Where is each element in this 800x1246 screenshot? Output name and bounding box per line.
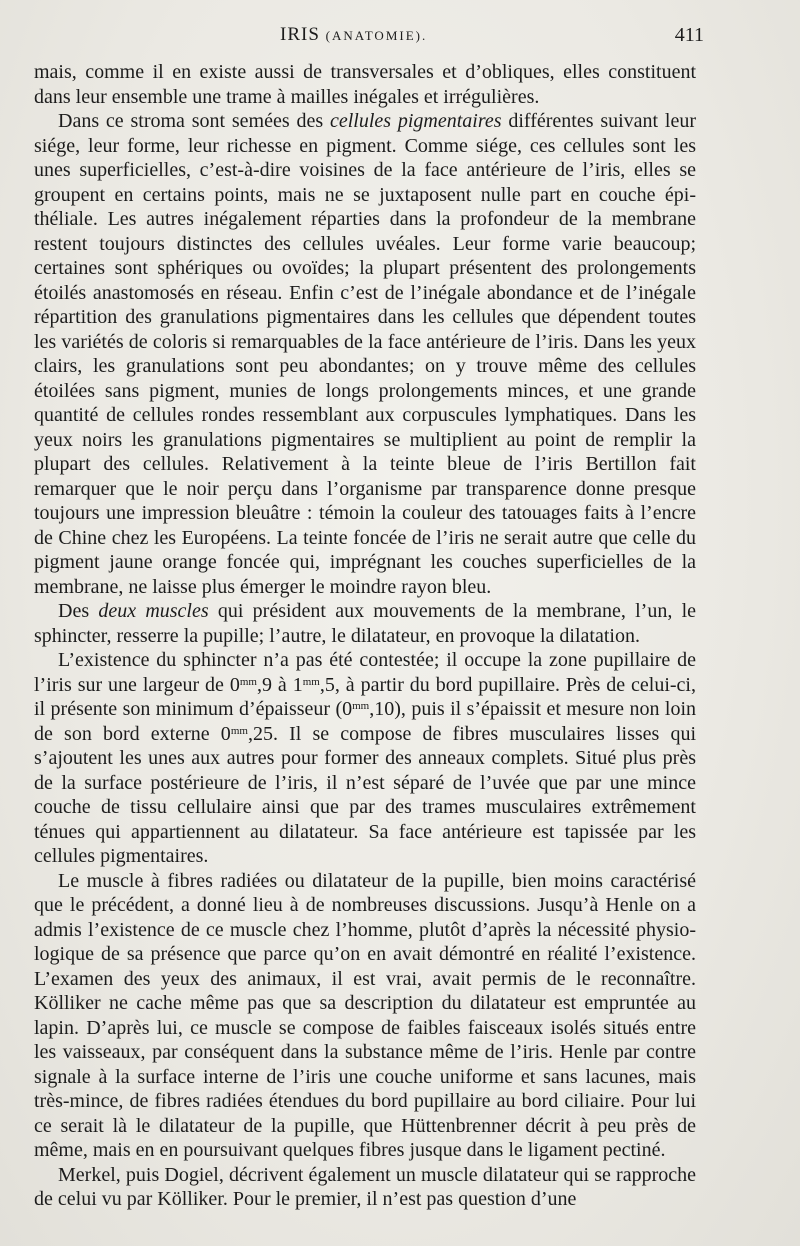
unit-superscript: mm xyxy=(352,700,370,712)
unit-superscript: mm xyxy=(302,675,320,688)
running-header xyxy=(30,20,704,50)
paragraph-dilatateur: Le muscle à fibres radiées ou dilatateur de la pupille, bien moins caractérisé que le précédent, a donné lieu à de nombreuses discussions. Jusqu’à Henle on a admis l’existence de ce muscle chez l’homme, plutôt d’après la nécessité physiologique de sa présence que parce qu’on en avait démontré en réalité l’existence. L’examen des yeux des animaux, il est vrai, avait permis de le reconnaître. Kölliker ne cache même pas que sa description du dilatateur est empruntée au lapin. D’après lui, ce muscle se compose de faibles faisceaux isolés situés entre les vaisseaux, par conséquent dans la substance même de l’iris. Henle par contre signale à la surface interne de l’iris une couche uniforme et sans lacunes, mais très-mince, de fibres radiées étendues du bord pupillaire au bord ciliaire. Pour lui ce serait là le dilatateur de la pupille, que Hüttenbrenner décrit à peu près de même, mais en en poursuivant quelques fibres jusque dans le ligament pectiné. xyxy=(34,869,696,1161)
title-main: IRIS xyxy=(280,24,320,45)
italic-term: cellules pigmentaires xyxy=(329,110,502,132)
running-title xyxy=(280,24,427,46)
paragraph-merkel-dogiel: Merkel, puis Dogiel, décrivent également un muscle dilatateur qui se rapproche de celui vu par Kölliker. Pour le premier, il n’est pas question d’une xyxy=(34,1163,696,1210)
unit-superscript: mm xyxy=(230,724,248,737)
unit-superscript: mm xyxy=(239,675,257,688)
paragraph-continuation: mais, comme il en existe aussi de transversales et d’obliques, elles constituent dans leur ensemble une trame à mailles inégales et irrégulières. xyxy=(34,61,696,108)
title-sub: ANATOMIE xyxy=(332,28,416,43)
body-text xyxy=(34,60,696,1212)
title-sub-close: ). xyxy=(415,28,428,43)
paragraph-cellules-pigmentaires: Dans ce stroma sont semées des cellules pigmentaires différentes suivant leur siége, leur forme, leur richesse en pigment. Comme siége, ces cellules sont les unes superficielles, c’est-à-dire voisines de la face antérieure de l’iris, elles se groupent en certains points, mais ne se juxtaposent nulle part en couche épithéliale. Les autres inégalement réparties dans la profondeur de la membrane restent toujours distinctes des cellules uvéales. Leur forme varie beaucoup; certaines sont sphériques ou ovoïdes; la plupart présentent des prolongements étoilés anastomosés en réseau. Enfin c’est de l’inégale abondance et de l’inégale répartition des granulations pigmentaires dans les cellules que dépendent toutes les variétés de coloris si remarquables de la face antérieure de l’iris. Dans les yeux clairs, les granulations sont peu abondantes; on y trouve même des cellules étoilées sans pigment, munies de longs prolongements minces, et une grande quantité de cellules rondes ressemblant aux corpuscules lymphatiques. Dans les yeux noirs les granulations pigmentaires se multiplient au point de remplir la plupart des cellules. Relativement à la teinte bleue de l’iris Bertillon fait remarquer que le noir perçu dans l’organisme par transparence donne presque toujours une impression bleuâtre : témoin la couleur des tatouages faits à l’encre de Chine chez les Européens. La teinte foncée de l’iris ne serait autre que celle du pigment jaune orange foncée qui, imprégnant les couches superficielles de la membrane, ne laisse plus émerger le moindre rayon bleu. xyxy=(34,110,697,598)
title-sub-open: ( xyxy=(325,28,332,43)
paragraph-sphincter: L’existence du sphincter n’a pas été contestée; il occupe la zone pupillaire de l’iris sur une largeur de $0^{mm},9$ à $1^{mm},5$, à partir du bord pupillaire. Près de celui-ci, il présente son minimum d’épaisseur $(0^{mm},10)$, puis il s’épaissit et mesure non loin de son bord externe $0^{mm},25$. Il se compose de fibres musculaires lisses qui s’ajoutent les unes aux autres pour former des anneaux complets. Situé plus près de la surface postérieure de l’iris, il n’est séparé de l’uvée que par une mince couche de tissu cellulaire ainsi que par des trames musculaires extrêmement ténues qui appartiennent au dilatateur. Sa face antérieure est tapissée par les cellules pigmentaires. xyxy=(34,649,697,867)
page-number: 411 xyxy=(674,24,704,46)
paragraph-deux-muscles: Des deux muscles qui président aux mouvements de la membrane, l’un, le sphincter, resserre la pupille; l’autre, le dilatateur, en provoque la dilatation. xyxy=(34,600,697,647)
italic-term: deux muscles xyxy=(98,600,209,622)
